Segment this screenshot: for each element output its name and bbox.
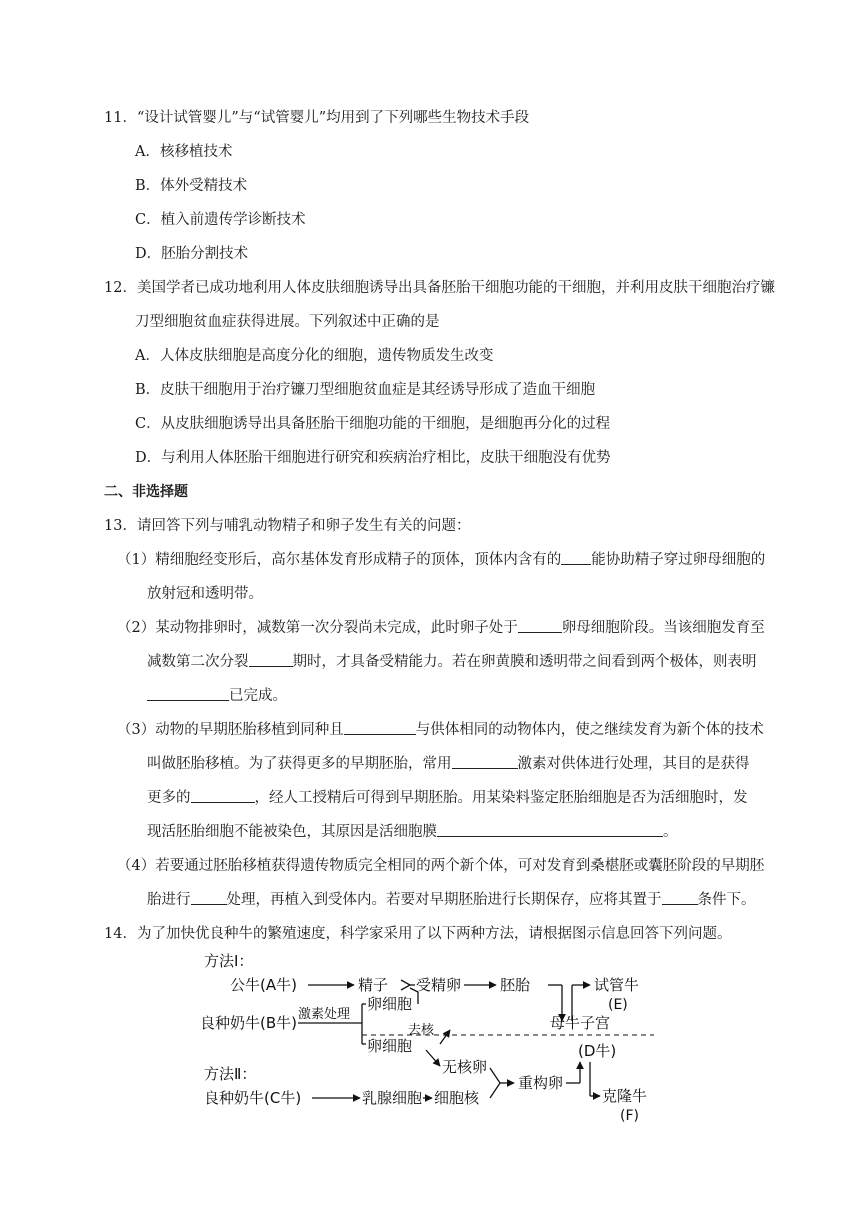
fertilized-egg: 受精卵 bbox=[416, 976, 462, 994]
answer-blank[interactable] bbox=[191, 788, 255, 803]
answer-blank[interactable] bbox=[452, 754, 518, 769]
cow-b: 良种奶牛(B牛) bbox=[200, 1014, 297, 1032]
q13-part2-line3: 已完成。 bbox=[147, 686, 287, 706]
test-tube-cow: 试管牛 bbox=[594, 976, 640, 994]
answer-blank[interactable] bbox=[518, 618, 562, 633]
answer-blank[interactable] bbox=[249, 652, 293, 667]
q13-part3-line4: 现活胚胎细胞不能被染色，其原因是活细胞膜 。 bbox=[147, 824, 678, 840]
q13-part2-line1: （2）某动物排卵时，减数第一次分裂尚未完成，此时卵子处于 卵母细胞阶段。当该细胞发育至 bbox=[117, 620, 765, 636]
egg-cell-2: 卵细胞 bbox=[367, 1037, 413, 1055]
q13-part1-line2: 放射冠和透明带。 bbox=[147, 586, 263, 602]
q12-option-c: C．从皮肤细胞诱导出具备胚胎干细胞功能的干细胞，是细胞再分化的过程 bbox=[135, 416, 611, 432]
sperm: 精子 bbox=[358, 976, 389, 994]
cow-c: 良种奶牛(C牛) bbox=[204, 1089, 302, 1107]
q13-part3-line2: 叫做胚胎移植。为了获得更多的早期胚胎，常用 激素对供体进行处理，其目的是获得 bbox=[147, 756, 750, 772]
method1-label: 方法Ⅰ： bbox=[204, 952, 254, 970]
enucleated-egg: 无核卵 bbox=[442, 1058, 488, 1076]
q13-part2-line2: 减数第二次分裂 期时，才具备受精能力。若在卵黄膜和透明带之间看到两个极体，则表明 bbox=[147, 654, 757, 670]
q11-option-d: D．胚胎分割技术 bbox=[135, 246, 249, 262]
bull-a: 公牛(A牛) bbox=[230, 976, 297, 994]
cow-d: (D牛) bbox=[578, 1042, 617, 1060]
answer-blank[interactable] bbox=[437, 822, 663, 837]
breeding-methods-diagram bbox=[196, 946, 676, 1126]
answer-blank[interactable] bbox=[147, 686, 229, 701]
nucleus: 细胞核 bbox=[434, 1089, 480, 1107]
q13-part4-line1: （4）若要通过胚胎移植获得遗传物质完全相同的两个新个体，可对发育到桑椹胚或囊胚阶段的早期胚 bbox=[117, 858, 765, 874]
q13-stem: 13．请回答下列与哺乳动物精子和卵子发生有关的问题： bbox=[104, 518, 471, 534]
answer-blank[interactable] bbox=[561, 550, 591, 565]
q13-part3-line3: 更多的 ，经人工授精后可得到早期胚胎。用某染料鉴定胚胎细胞是否为活细胞时，发 bbox=[147, 790, 748, 806]
uterus: 母牛子宫 bbox=[550, 1014, 611, 1032]
embryo: 胚胎 bbox=[500, 976, 531, 994]
q13-part3-line1: （3）动物的早期胚胎移植到同种且 与供体相同的动物体内，使之继续发育为新个体的技术 bbox=[117, 722, 764, 738]
q14-stem: 14．为了加快优良种牛的繁殖速度，科学家采用了以下两种方法，请根据图示信息回答下列问题。 bbox=[104, 926, 732, 942]
reconstructed-egg: 重构卵 bbox=[518, 1074, 564, 1092]
q13-part4-line2: 胎进行 处理，再植入到受体内。若要对早期胚胎进行长期保存，应将其置于 条件下。 bbox=[147, 892, 756, 908]
q12-stem-line1: 12．美国学者已成功地利用人体皮肤细胞诱导出具备胚胎干细胞功能的干细胞，并利用皮肤干细胞治疗镰 bbox=[104, 280, 775, 296]
q11-option-a: A．核移植技术 bbox=[135, 144, 233, 160]
answer-blank[interactable] bbox=[662, 890, 698, 905]
merge-bracket-2 bbox=[490, 1068, 500, 1098]
hormone-label: 激素处理 bbox=[298, 1007, 351, 1022]
label-f: (F) bbox=[620, 1108, 639, 1124]
q11-option-b: B．体外受精技术 bbox=[135, 178, 248, 194]
q12-option-a: A．人体皮肤细胞是高度分化的细胞，遗传物质发生改变 bbox=[135, 348, 494, 364]
answer-blank[interactable] bbox=[344, 720, 416, 735]
q12-option-d: D．与利用人体胚胎干细胞进行研究和疾病治疗相比，皮肤干细胞没有优势 bbox=[135, 450, 611, 466]
merge-bracket bbox=[401, 980, 410, 990]
clone-cow: 克隆牛 bbox=[602, 1087, 648, 1105]
enucleate-label: 去核 bbox=[408, 1023, 435, 1038]
label-e: (E) bbox=[608, 997, 628, 1013]
q11-option-c: C．植入前遗传学诊断技术 bbox=[135, 212, 306, 228]
q13-part1-line1: （1）精细胞经变形后，高尔基体发育形成精子的顶体，顶体内含有的 能协助精子穿过卵母细胞的 bbox=[117, 552, 766, 568]
answer-blank[interactable] bbox=[191, 890, 227, 905]
mammary-cell: 乳腺细胞 bbox=[362, 1089, 423, 1107]
q11-stem: 11．“设计试管婴儿”与“试管婴儿”均用到了下列哪些生物技术手段 bbox=[104, 110, 530, 126]
section-heading: 二、非选择题 bbox=[104, 484, 188, 500]
q12-option-b: B．皮肤干细胞用于治疗镰刀型细胞贫血症是其经诱导形成了造血干细胞 bbox=[135, 382, 596, 398]
egg-cell-1: 卵细胞 bbox=[367, 995, 413, 1013]
method2-label: 方法Ⅱ： bbox=[204, 1065, 257, 1083]
q12-stem-line2: 刀型细胞贫血症获得进展。下列叙述中正确的是 bbox=[135, 314, 440, 330]
